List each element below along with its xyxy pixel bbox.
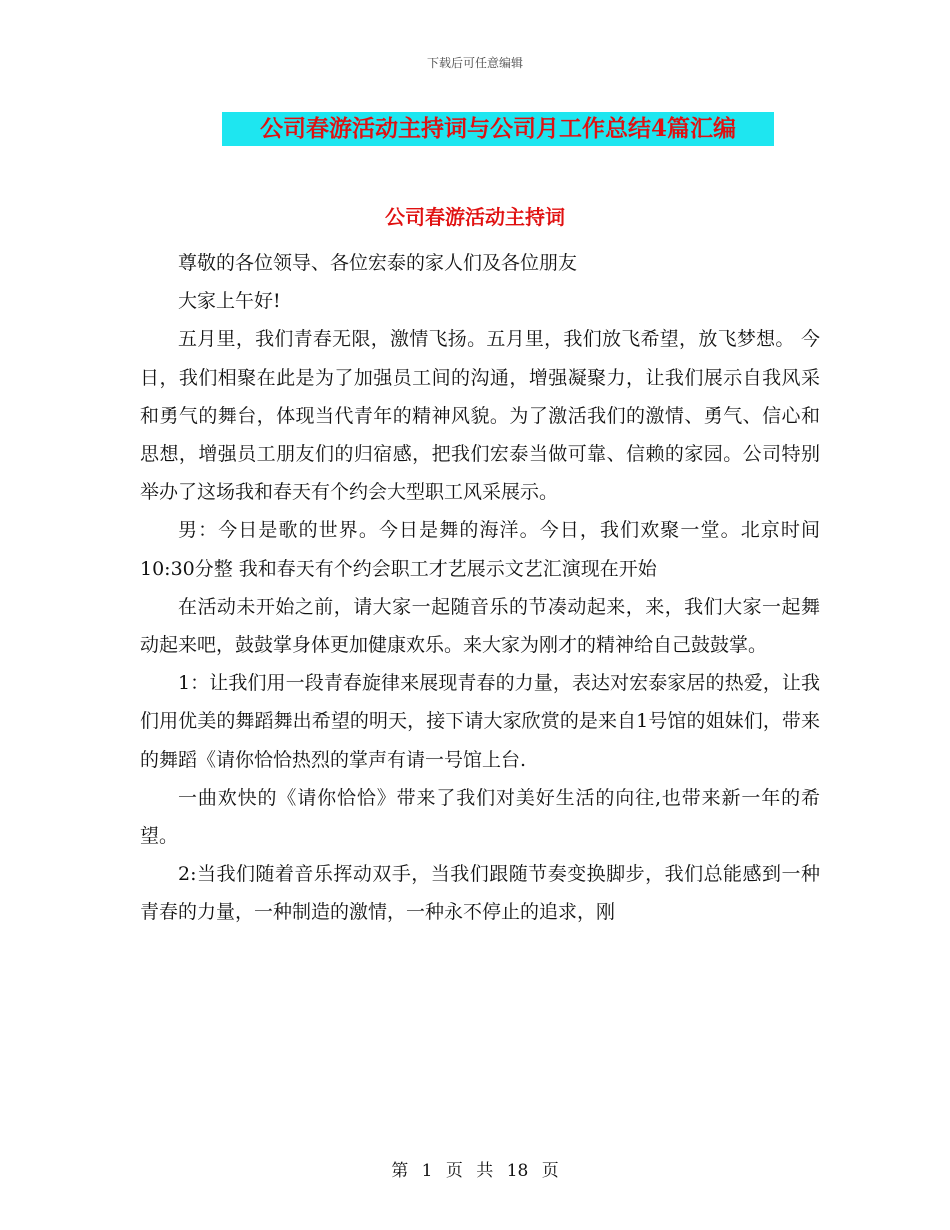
- paragraph: 2:当我们随着音乐挥动双手，当我们跟随节奏变换脚步，我们总能感到一种青春的力量，一种制造的激情，一种永不停止的追求，刚: [140, 863, 820, 924]
- paragraph: 1：让我们用一段青春旋律来展现青春的力量，表达对宏泰家居的热爱，让我们用优美的舞蹈舞出希望的明天，接下请大家欣赏的是来自1号馆的姐妹们，带来的舞蹈《请你恰恰热烈的掌声有请一号馆上台.: [140, 672, 820, 771]
- paragraph: 在活动未开始之前，请大家一起随音乐的节凑动起来，来，我们大家一起舞动起来吧，鼓鼓掌身体更加健康欢乐。来大家为刚才的精神给自己鼓鼓掌。: [140, 595, 820, 657]
- paragraph: 一曲欢快的《请你恰恰》带来了我们对美好生活的向往,也带来新一年的希望。: [140, 786, 820, 848]
- document-title: 公司春游活动主持词与公司月工作总结4篇汇编: [222, 112, 774, 146]
- page-footer: 第 1 页 共 18 页: [391, 1161, 559, 1181]
- document-body: [140, 244, 820, 932]
- section-title: 公司春游活动主持词: [385, 205, 565, 229]
- page-header: 下载后可任意编辑: [426, 56, 523, 70]
- paragraph: 尊敬的各位领导、各位宏泰的家人们及各位朋友: [178, 252, 578, 274]
- paragraph: 男：今日是歌的世界。今日是舞的海洋。今日，我们欢聚一堂。北京时间10:30分整 我和春天有个约会职工才艺展示文艺汇演现在开始: [140, 519, 820, 580]
- paragraph: 五月里，我们青春无限，激情飞扬。五月里，我们放飞希望，放飞梦想。 今日，我们相聚在此是为了加强员工间的沟通，增强凝聚力，让我们展示自我风采和勇气的舞台，体现当代青年的精神风貌。为了激活我们的激情、勇气、信心和思想，增强员工朋友们的归宿感，把我们宏泰当做可靠、信赖的家园。公司特别举办了这场我和春天有个约会大型职工风采展示。: [140, 328, 820, 504]
- paragraph: 大家上午好!: [178, 290, 281, 313]
